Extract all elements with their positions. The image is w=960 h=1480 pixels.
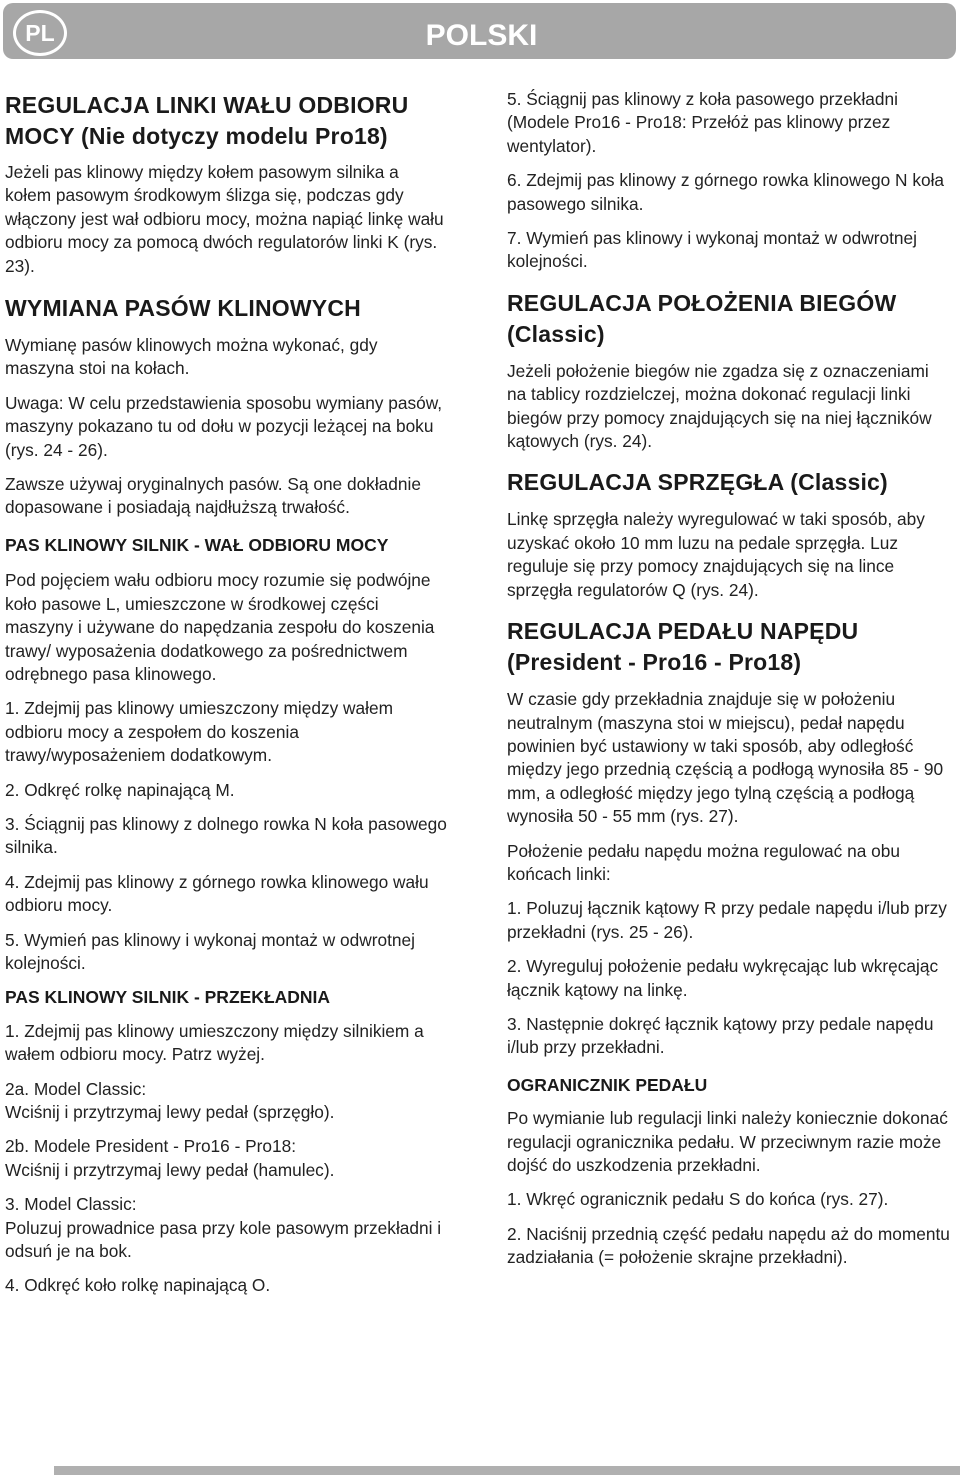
drive-step-1: 1. Poluzuj łącznik kątowy R przy pedale napędu i/lub przy przekładni (rys. 25 - 26).: [507, 898, 947, 942]
trans-step-2a-model: 2a. Model Classic:: [5, 1078, 147, 1099]
page-header: [3, 3, 956, 59]
language-badge: PL: [13, 10, 67, 56]
limiter-step-1: 1. Wkręć ogranicznik pedału S do końca (rys. 27).: [507, 1189, 889, 1210]
heading-engine-pto-belt: PAS KLINOWY SILNIK - WAŁ ODBIORU MOCY: [5, 534, 389, 555]
trans-step-5: 5. Ściągnij pas klinowy z koła pasowego przekładni (Modele Pro16 - Pro18: Przełóż pas klinowy przez wentylator).: [507, 89, 898, 156]
drive-step-3: 3. Następnie dokręć łącznik kątowy przy pedale napędu i/lub przy przekładni.: [507, 1013, 934, 1058]
footer-rule: [54, 1466, 960, 1475]
heading-drive-pedal-adjustment: REGULACJA PEDAŁU NAPĘDU (President - Pro16 - Pro18): [507, 618, 859, 676]
trans-step-1: 1. Zdejmij pas klinowy umieszczony między silnikiem a wałem odbioru mocy. Patrz wyżej.: [5, 1020, 424, 1065]
heading-belt-replacement: WYMIANA PASÓW KLINOWYCH: [5, 295, 361, 322]
trans-step-2a: [5, 1078, 449, 1125]
heading-pedal-limiter: OGRANICZNIK PEDAŁU: [507, 1074, 708, 1095]
trans-step-2b: [5, 1135, 449, 1182]
trans-step-3: [5, 1193, 449, 1263]
paragraph-drive-pedal-1: W czasie gdy przekładnia znajduje się w położeniu neutralnym (maszyna stoi w miejscu), pedał napędu powinien być ustawiony w taki sposób, aby odległość między jego przednią częścią a podłogą wynosiła 85 - 90 mm, a odległość między jego tylną częścią a podłogą wynosiła 50 - 55 mm (rys. 27).: [507, 689, 944, 827]
step-4: 4. Zdejmij pas klinowy z górnego rowka klinowego wału odbioru mocy.: [5, 871, 429, 916]
heading-clutch-adjustment: REGULACJA SPRZĘGŁA (Classic): [507, 469, 888, 496]
trans-step-3-model: 3. Model Classic:: [5, 1194, 137, 1215]
trans-step-3-text: Poluzuj prowadnice pasa przy kole pasowym przekładni i odsuń je na bok.: [5, 1217, 442, 1262]
heading-pto-cable: REGULACJA LINKI WAŁU ODBIORU MOCY (Nie dotyczy modelu Pro18): [5, 92, 409, 149]
left-column: [5, 88, 449, 1298]
trans-step-2b-text: Wciśnij i przytrzymaj lewy pedał (hamulec).: [5, 1159, 335, 1180]
paragraph-clutch-adjustment: Linkę sprzęgła należy wyregulować w taki sposób, aby uzyskać około 10 mm luzu na pedale sprzęgła. Luz reguluje się przy pomocy znajdujących się na lince sprzęgła regulatorów Q (rys. 24).: [507, 509, 925, 600]
paragraph-drive-pedal-2: Położenie pedału napędu można regulować na obu końcach linki:: [507, 840, 900, 884]
trans-step-4: 4. Odkręć koło rolkę napinającą O.: [5, 1275, 271, 1296]
page-title: POLSKI: [425, 19, 538, 52]
paragraph-pto-cable: Jeżeli pas klinowy między kołem pasowym silnika a kołem pasowym środkowym ślizga się, podczas gdy włączony jest wał odbioru mocy, można napiąć linkę wału odbioru mocy za pomocą dwóch regulatorów linki K (rys. 23).: [5, 162, 444, 276]
step-2: 2. Odkręć rolkę napinającą M.: [5, 779, 235, 800]
heading-gear-adjustment: REGULACJA POŁOŻENIA BIEGÓW (Classic): [507, 289, 897, 347]
trans-step-7: 7. Wymień pas klinowy i wykonaj montaż w odwrotnej kolejności.: [507, 228, 917, 272]
paragraph-belts-2: Uwaga: W celu przedstawienia sposobu wymiany pasów, maszyny pokazano tu od dołu w pozycji leżącej na boku (rys. 24 - 26).: [5, 392, 443, 460]
right-column: [507, 88, 951, 1270]
limiter-step-2: 2. Naciśnij przednią część pedału napędu aż do momentu zadziałania (= położenie skrajne przekładni).: [507, 1223, 950, 1268]
step-1: 1. Zdejmij pas klinowy umieszczony między wałem odbioru mocy a zespołem do koszenia trawy/wyposażeniem dodatkowym.: [5, 698, 393, 766]
paragraph-pedal-limiter: Po wymianie lub regulacji linki należy koniecznie dokonać regulacji ogranicznika pedału. W przeciwnym razie może dojść do uszkodzenia przekładni.: [507, 1108, 948, 1175]
step-3: 3. Ściągnij pas klinowy z dolnego rowka N koła pasowego silnika.: [5, 813, 447, 858]
trans-step-6: 6. Zdejmij pas klinowy z górnego rowka klinowego N koła pasowego silnika.: [507, 170, 945, 214]
drive-step-2: 2. Wyreguluj położenie pedału wykręcając lub wkręcając łącznik kątowy na linkę.: [507, 956, 939, 1000]
step-5: 5. Wymień pas klinowy i wykonaj montaż w odwrotnej kolejności.: [5, 929, 415, 973]
trans-step-2b-model: 2b. Modele President - Pro16 - Pro18:: [5, 1136, 297, 1157]
paragraph-engine-pto: Pod pojęciem wału odbioru mocy rozumie się podwójne koło pasowe L, umieszczone w środkowej części maszyny i używane do napędzania zespołu do koszenia trawy/ wyposażenia dodatkowego za pośrednictwem odrębnego pasa klinowego.: [5, 570, 435, 684]
heading-engine-transmission-belt: PAS KLINOWY SILNIK - PRZEKŁADNIA: [5, 987, 331, 1008]
paragraph-gear-adjustment: Jeżeli położenie biegów nie zgadza się z oznaczeniami na tablicy rozdzielczej, można dokonać regulacji linki biegów przy pomocy znajdujących się na niej łączników kątowych (rys. 24).: [507, 360, 932, 452]
paragraph-belts-1: Wymianę pasów klinowych można wykonać, gdy maszyna stoi na kołach.: [5, 335, 378, 379]
paragraph-belts-3: Zawsze używaj oryginalnych pasów. Są one dokładnie dopasowane i posiadają najdłuższą trwałość.: [5, 474, 421, 518]
trans-step-2a-text: Wciśnij i przytrzymaj lewy pedał (sprzęgło).: [5, 1102, 335, 1122]
